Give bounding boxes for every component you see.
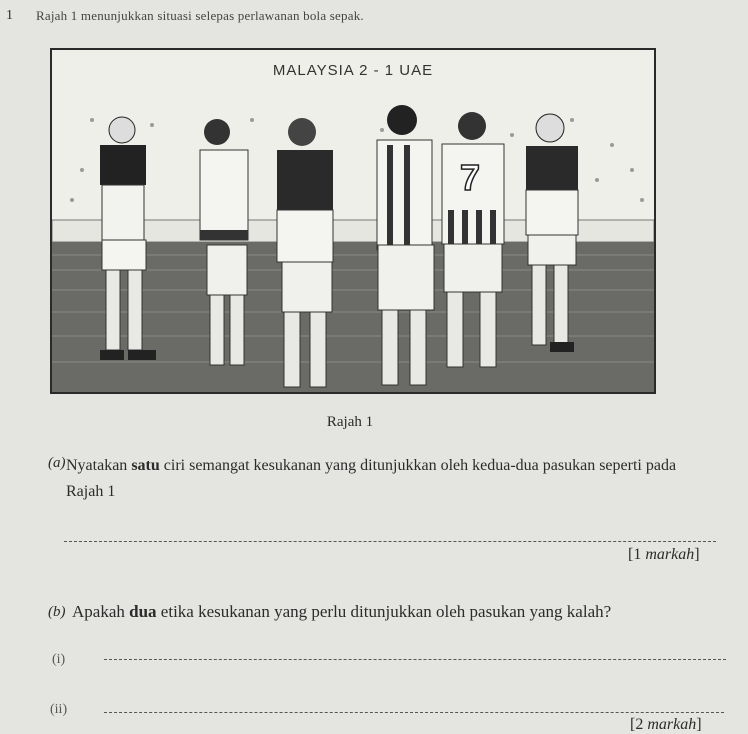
question-a-emphasis: satu <box>131 457 160 474</box>
scoreboard-text: MALAYSIA 2 - 1 UAE <box>272 62 434 79</box>
marks-a-word: markah <box>645 546 695 563</box>
marks-b <box>630 716 702 734</box>
sub-i-label: (i) <box>52 652 66 667</box>
question-b-label: (b) <box>48 604 66 620</box>
shirt-number: 7 <box>460 157 481 198</box>
question-a-text-end: ciri semangat kesukanan yang ditunjukkan oleh kedua-dua pasukan seperti pada Rajah 1 <box>66 457 677 500</box>
question-b-text-start: Apakah <box>72 602 130 621</box>
football-players-drawing <box>52 50 654 392</box>
figure-caption: Rajah 1 <box>326 414 374 430</box>
answer-line-b-i[interactable] <box>104 659 726 660</box>
marks-b-word: markah <box>647 716 697 733</box>
question-a-label: (a) <box>48 455 66 471</box>
marks-b-open: [2 <box>630 716 648 733</box>
question-intro: Rajah 1 menunjukkan situasi selepas perlawanan bola sepak. <box>36 8 364 23</box>
question-b-text <box>72 602 611 622</box>
marks-a-close: ] <box>694 546 700 563</box>
sub-ii-label: (ii) <box>50 702 68 717</box>
question-b-text-end: etika kesukanan yang perlu ditunjukkan oleh pasukan yang kalah? <box>156 602 612 621</box>
figure-illustration <box>50 48 656 394</box>
marks-a <box>628 546 700 564</box>
question-b-emphasis: dua <box>129 602 157 621</box>
question-a-text-start: Nyatakan <box>66 457 132 474</box>
marks-a-open: [1 <box>628 546 646 563</box>
marks-b-close: ] <box>696 716 702 733</box>
answer-line-a[interactable] <box>64 541 716 542</box>
question-a-text <box>66 453 706 505</box>
question-number: 1 <box>6 8 13 23</box>
answer-line-b-ii[interactable] <box>104 712 724 713</box>
